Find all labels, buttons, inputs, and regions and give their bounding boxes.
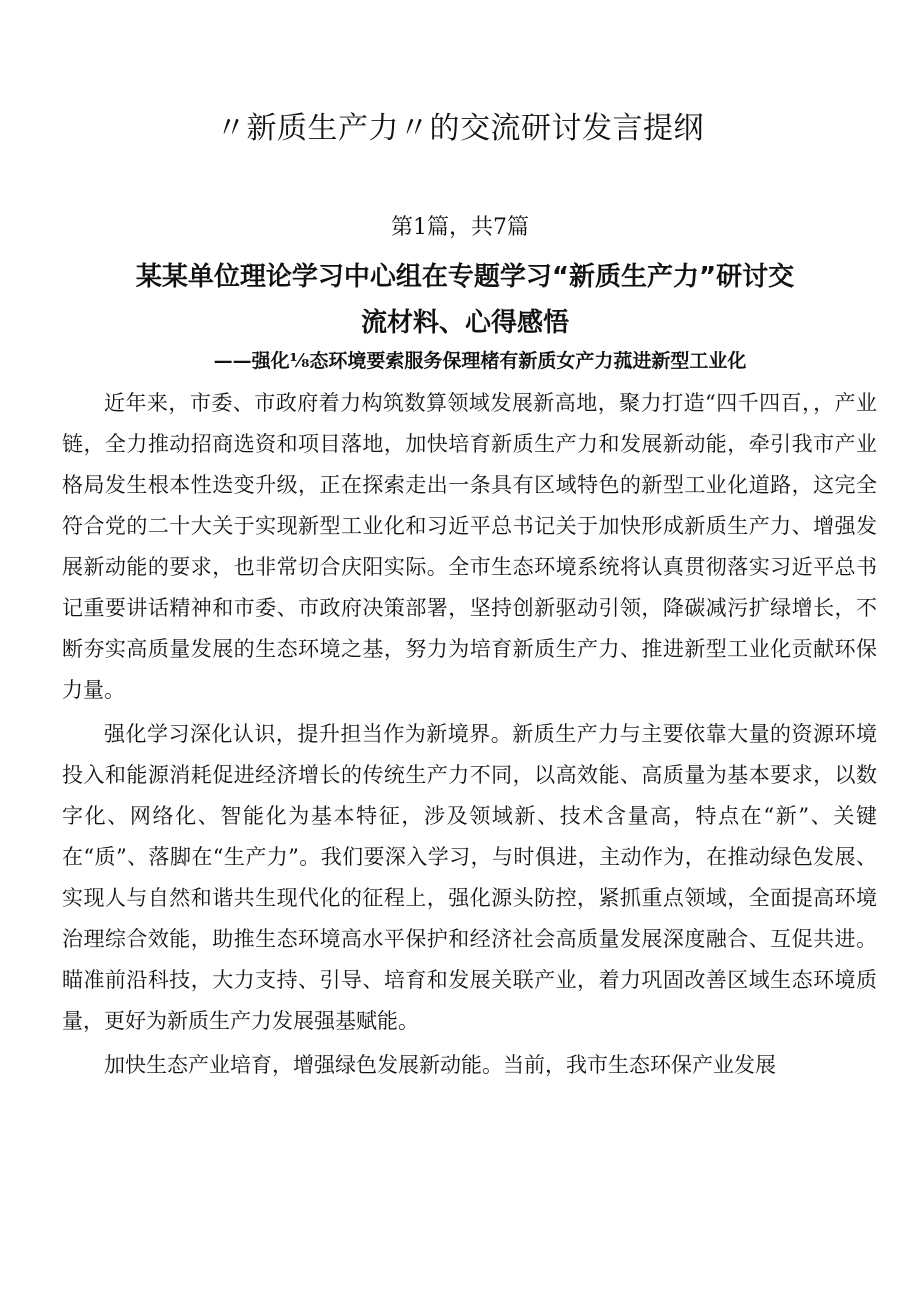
article-title-line-2: 流材料、心得感悟 (360, 308, 569, 338)
paragraph: 近年来，市委、市政府着力构筑数算领域发展新高地，聚力打造“四千四百，，产业链，全力推动招商选资和项目落地，加快培育新质生产力和发展新动能，牵引我市产业格局发生根本性迭变升级，正在探索走出一条具有区域特色的新型工业化道路，这完全符合党的二十大关于实现新型工业化和习近平总书记关于加快形成新质生产力、增强发展新动能的要求，也非常切合庆阳实际。全市生态环境系统将认真贯彻落实习近平总书记重要讲话精神和市委、市政府决策部署，坚持创新驱动引领，降碳减污扩绿增长，不断夯实高质量发展的生态环境之基，努力为培育新质生产力、推进新型工业化贡献环保力量。 (62, 391, 877, 702)
article-body (62, 383, 877, 1086)
paragraph: 加快生态产业培育，增强绿色发展新动能。当前，我市生态环保产业发展 (104, 1053, 776, 1077)
paragraph: 强化学习深化认识，提升担当作为新境界。新质生产力与主要依靠大量的资源环境投入和能源消耗促进经济增长的传统生产力不同，以高效能、高质量为基本要求，以数字化、网络化、智能化为基本特征，涉及领域新、技术含量高，特点在“新”、关键在“质”、落脚在“生产力”。我们要深入学习，与时俱进，主动作为，在推动绿色发展、实现人与自然和谐共生现代化的征程上，强化源头防控，紧抓重点领域，全面提高环境治理综合效能，助推生态环境高水平保护和经济社会高质量发展深度融合、互促共进。瞄准前沿科技，大力支持、引导、培育和发展关联产业，着力巩固改善区域生态环境质量，更好为新质生产力发展强基赋能。 (62, 722, 877, 1033)
article-title (80, 254, 850, 346)
part-index: 第1篇，共7篇 (391, 215, 529, 240)
article-subtitle: ——强化⅛态环境要索服务保理楮有新质女产力菰进新型工业化 (213, 350, 747, 372)
document-title: 〃新质生产力〃的交流研讨发言提纲 (216, 111, 704, 146)
article-title-line-1: 某某单位理论学习中心组在专题学习“新质生产力”研讨交 (135, 262, 795, 292)
